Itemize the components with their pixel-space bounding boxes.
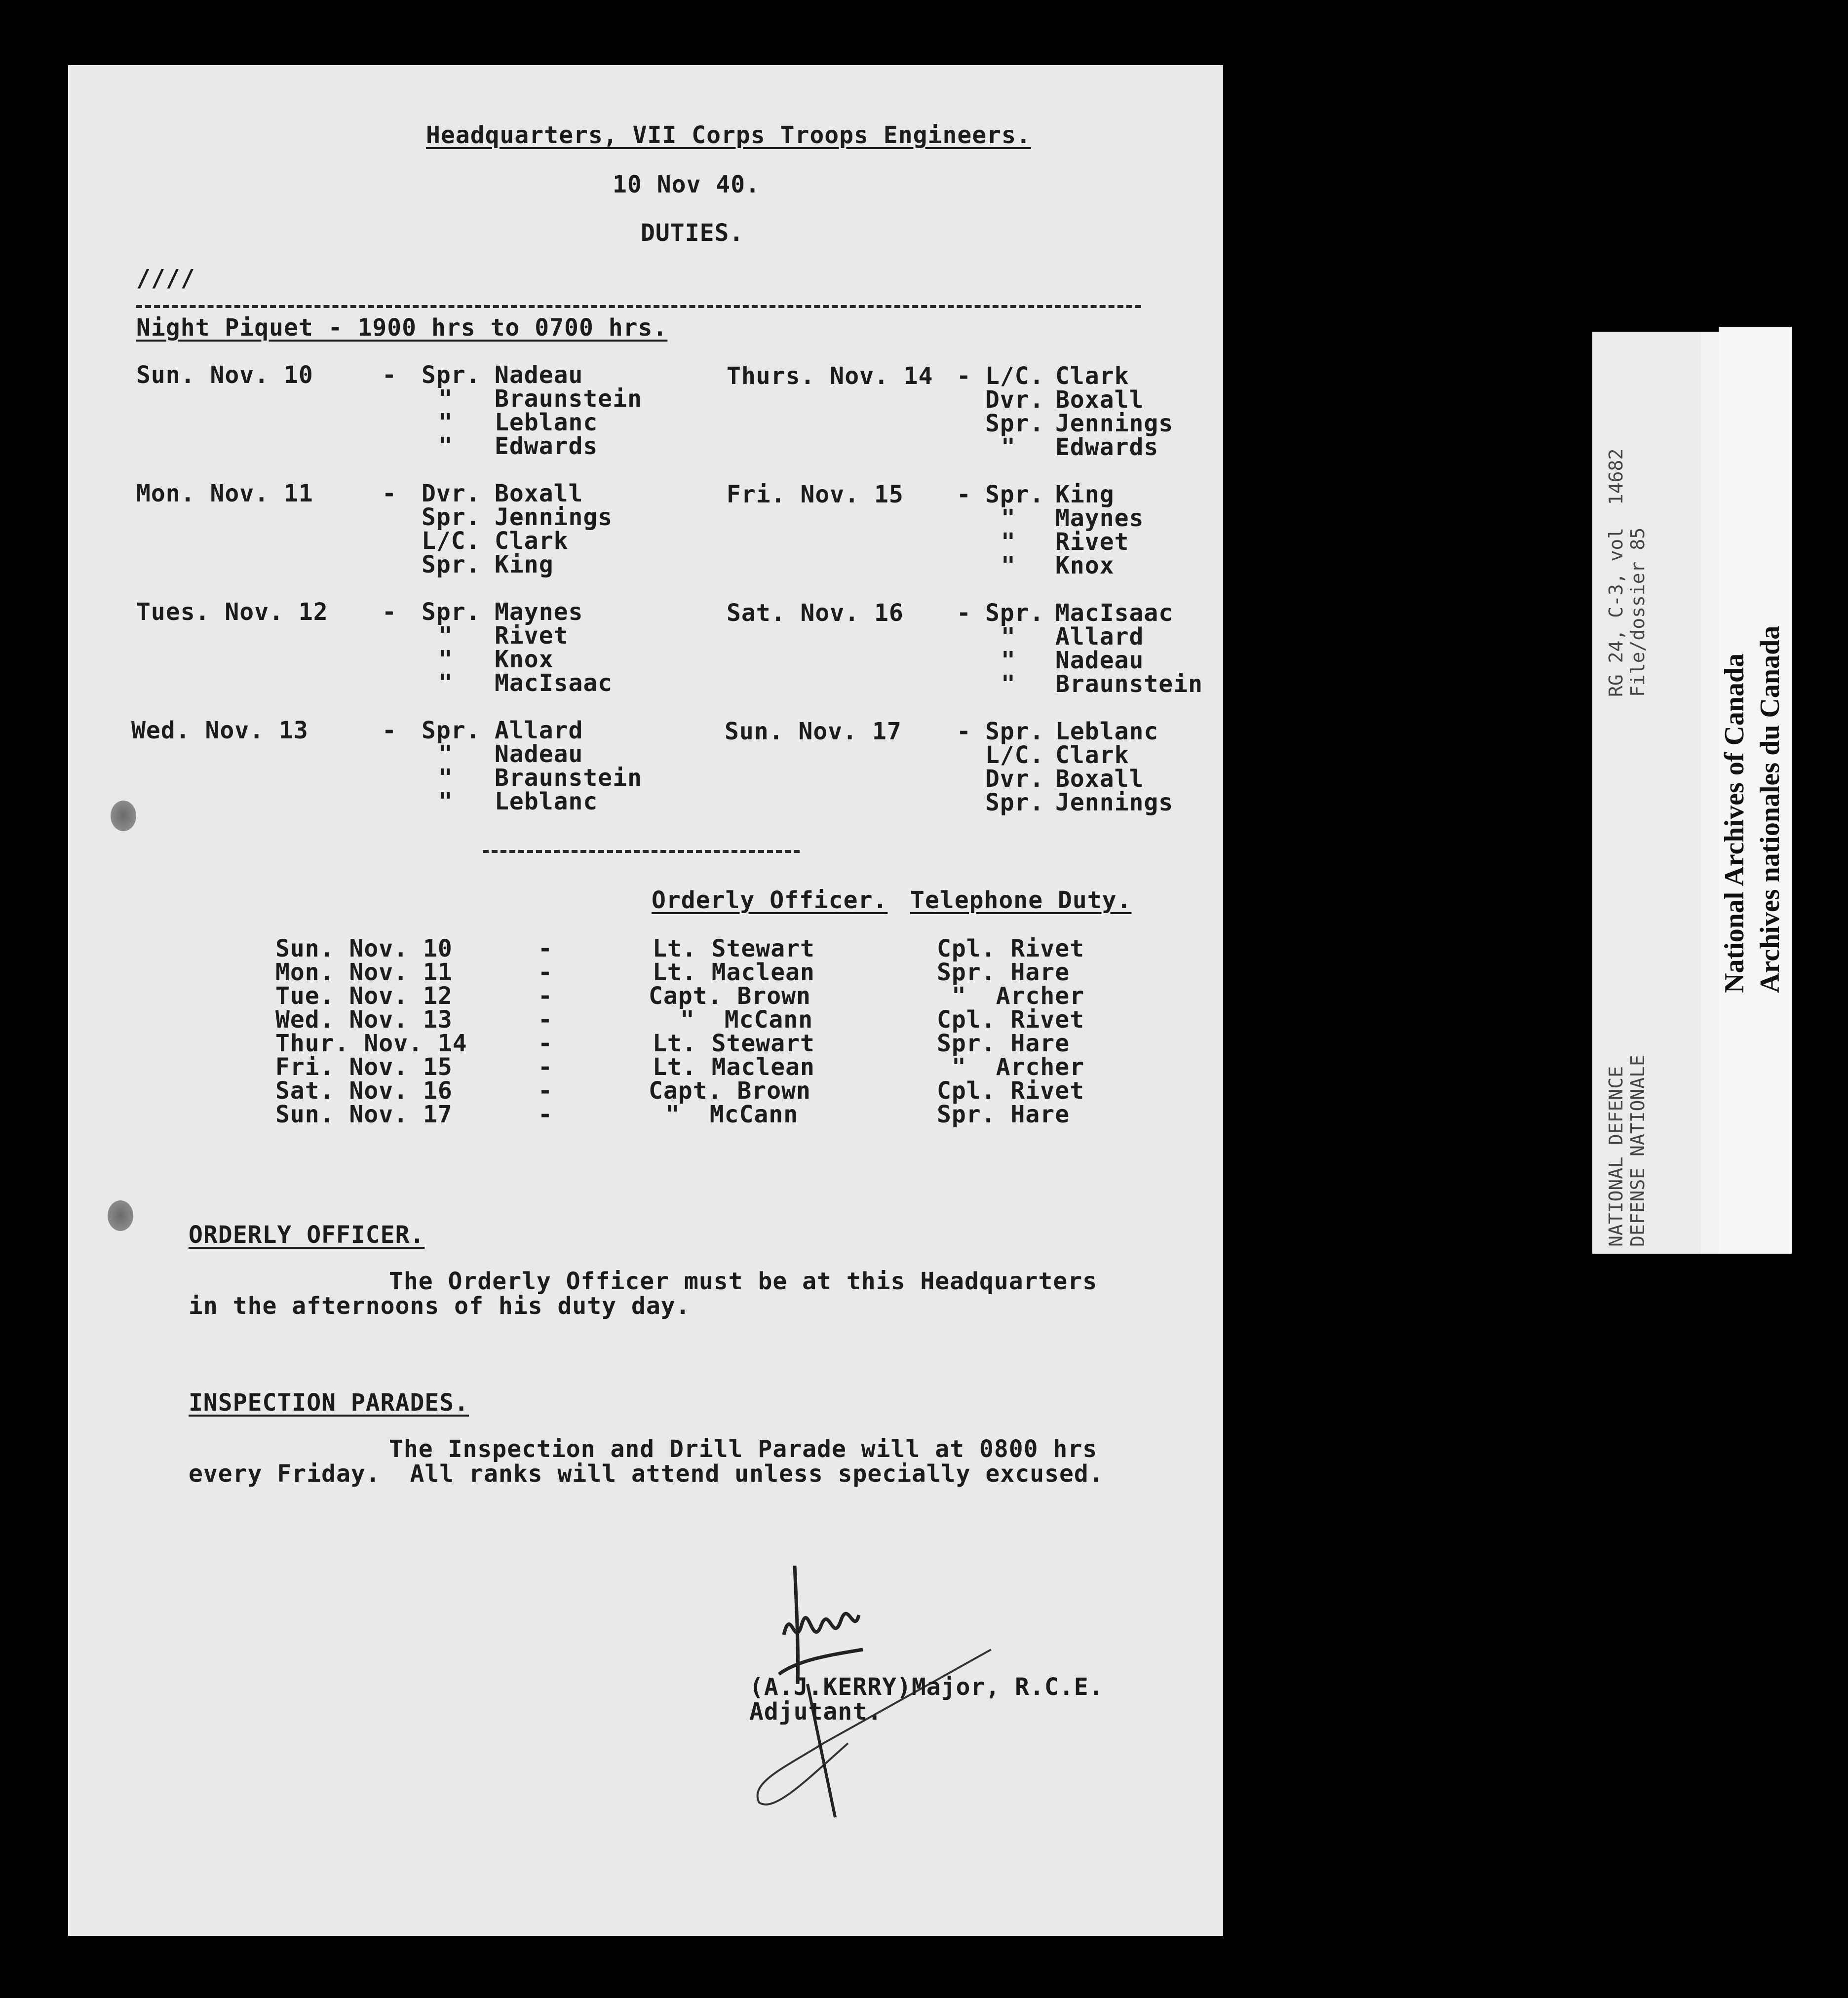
piquet-rank: Dvr. (985, 765, 1044, 793)
piquet-rank: Spr. (985, 410, 1044, 437)
piquet-name: Allard (495, 717, 583, 744)
piquet-name: Jennings (1055, 789, 1174, 816)
archive-reference-strip (1592, 332, 1792, 1254)
roster-officer: Lt. Maclean (653, 959, 815, 986)
archive-name-en: National Archives of Canada (1719, 653, 1750, 993)
piquet-rank: Spr. (422, 598, 481, 626)
piquet-name: Edwards (495, 432, 598, 460)
piquet-rank: " (1001, 504, 1016, 532)
piquet-rank: " (1001, 670, 1016, 698)
inspection-text-line2: every Friday. All ranks will attend unless specially excused. (189, 1460, 1104, 1488)
piquet-day: Tues. Nov. 12 (136, 598, 328, 626)
piquet-rank: Dvr. (422, 480, 481, 507)
orderly-officer-heading: ORDERLY OFFICER. (189, 1221, 425, 1249)
orderly-officer-text-line1: The Orderly Officer must be at this Headquarters (389, 1268, 1098, 1295)
department-line2: DEFENSE NATIONALE (1627, 1055, 1649, 1247)
telephone-duty-column-header: Telephone Duty. (910, 886, 1132, 914)
piquet-name: Boxall (1055, 386, 1144, 414)
piquet-name: Boxall (1055, 765, 1144, 793)
roster-phone: Cpl. Rivet (937, 1077, 1084, 1105)
archive-reference-line1: RG 24, C-3, vol 14682 (1605, 448, 1627, 697)
piquet-rank: Spr. (422, 361, 481, 389)
piquet-name: Clark (495, 527, 569, 555)
piquet-name: Leblanc (1055, 718, 1159, 745)
roster-dash: - (538, 982, 553, 1010)
piquet-rank: " (438, 669, 453, 697)
roster-officer: Lt. Stewart (653, 1030, 815, 1057)
piquet-name: Braunstein (495, 764, 642, 792)
department-line1: NATIONAL DEFENCE (1605, 1066, 1627, 1247)
piquet-rank: Spr. (985, 599, 1044, 627)
piquet-name: Maynes (1055, 504, 1144, 532)
piquet-rank: L/C. (985, 362, 1044, 390)
roster-phone: Cpl. Rivet (937, 935, 1084, 962)
piquet-rank: " (1001, 623, 1016, 651)
piquet-dash: - (957, 599, 971, 627)
piquet-day: Sun. Nov. 10 (136, 361, 313, 389)
piquet-day: Mon. Nov. 11 (136, 480, 313, 507)
roster-day: Wed. Nov. 13 (275, 1006, 453, 1034)
piquet-dash: - (957, 718, 971, 745)
roster-officer: Capt. Brown (649, 982, 811, 1010)
piquet-day: Thurs. Nov. 14 (727, 362, 933, 390)
roster-dash: - (538, 959, 553, 986)
piquet-day: Fri. Nov. 15 (727, 481, 904, 508)
piquet-dash: - (957, 362, 971, 390)
piquet-name: Boxall (495, 480, 583, 507)
piquet-rank: " (438, 432, 453, 460)
roster-officer: Lt. Stewart (653, 935, 815, 962)
document-date: 10 Nov 40. (613, 171, 760, 198)
archive-reference-line2: File/dossier 85 (1627, 527, 1649, 697)
night-piquet-heading: Night Piquet - 1900 hrs to 0700 hrs. (136, 314, 668, 342)
piquet-name: Jennings (495, 503, 613, 531)
piquet-rank: Dvr. (985, 386, 1044, 414)
roster-dash: - (538, 1053, 553, 1081)
piquet-name: Jennings (1055, 410, 1174, 437)
piquet-name: King (495, 551, 554, 578)
roster-phone: " Archer (952, 982, 1085, 1010)
piquet-name: Rivet (495, 622, 569, 650)
reference-mark: //// (136, 265, 195, 292)
roster-dash: - (538, 935, 553, 962)
roster-phone: Spr. Hare (937, 1030, 1070, 1057)
piquet-name: Leblanc (495, 788, 598, 815)
piquet-dash: - (382, 361, 397, 389)
archive-name-fr: Archives nationales du Canada (1755, 625, 1785, 993)
roster-dash: - (538, 1101, 553, 1128)
piquet-name: MacIsaac (1055, 599, 1174, 627)
document-subject: DUTIES. (641, 219, 744, 247)
roster-officer: Capt. Brown (649, 1077, 811, 1105)
roster-officer: " McCann (680, 1006, 813, 1034)
roster-phone: " Archer (952, 1053, 1085, 1081)
piquet-name: Braunstein (1055, 670, 1203, 698)
piquet-name: King (1055, 481, 1115, 508)
piquet-rank: Spr. (422, 717, 481, 744)
roster-dash: - (538, 1030, 553, 1057)
orderly-officer-text-line2: in the afternoons of his duty day. (189, 1292, 691, 1320)
piquet-dash: - (382, 717, 397, 744)
punch-hole (108, 1200, 133, 1231)
piquet-rank: " (1001, 433, 1016, 461)
piquet-rank: Spr. (985, 718, 1044, 745)
roster-day: Sat. Nov. 16 (275, 1077, 453, 1105)
piquet-rank: " (438, 409, 453, 436)
piquet-rank: " (438, 385, 453, 413)
roster-day: Thur. Nov. 14 (275, 1030, 467, 1057)
piquet-name: Knox (495, 646, 554, 673)
piquet-rank: " (1001, 647, 1016, 674)
roster-officer: " McCann (665, 1101, 799, 1128)
piquet-rank: Spr. (422, 503, 481, 531)
piquet-rank: " (438, 622, 453, 650)
piquet-name: Nadeau (495, 740, 583, 768)
piquet-rank: " (438, 764, 453, 792)
piquet-name: Nadeau (1055, 647, 1144, 674)
header-divider (136, 305, 1141, 308)
piquet-rank: " (438, 740, 453, 768)
piquet-rank: Spr. (985, 789, 1044, 816)
roster-day: Fri. Nov. 15 (275, 1053, 453, 1081)
piquet-rank: " (1001, 528, 1016, 556)
signatory-title: Adjutant. (749, 1698, 883, 1726)
roster-phone: Spr. Hare (937, 1101, 1070, 1128)
roster-day: Sun. Nov. 17 (275, 1101, 453, 1128)
piquet-rank: " (438, 646, 453, 673)
piquet-rank: Spr. (422, 551, 481, 578)
roster-officer: Lt. Maclean (653, 1053, 815, 1081)
piquet-rank: " (438, 788, 453, 815)
inspection-text-line1: The Inspection and Drill Parade will at 0800 hrs (389, 1435, 1098, 1463)
piquet-rank: L/C. (985, 741, 1044, 769)
piquet-rank: Spr. (985, 481, 1044, 508)
inspection-parades-heading: INSPECTION PARADES. (189, 1389, 469, 1417)
piquet-dash: - (957, 481, 971, 508)
piquet-rank: L/C. (422, 527, 481, 555)
orderly-officer-column-header: Orderly Officer. (652, 886, 888, 914)
piquet-name: Clark (1055, 741, 1129, 769)
roster-day: Tue. Nov. 12 (275, 982, 453, 1010)
punch-hole (111, 801, 136, 831)
piquet-dash: - (382, 598, 397, 626)
roster-phone: Cpl. Rivet (937, 1006, 1084, 1034)
signatory-name: (A.J.KERRY)Major, R.C.E. (749, 1673, 1104, 1701)
document-page (68, 65, 1223, 1936)
piquet-name: Edwards (1055, 433, 1159, 461)
handwritten-signature (685, 1487, 1060, 1842)
section-divider (483, 850, 800, 853)
roster-phone: Spr. Hare (937, 959, 1070, 986)
piquet-day: Sun. Nov. 17 (725, 718, 902, 745)
piquet-name: Allard (1055, 623, 1144, 651)
roster-dash: - (538, 1077, 553, 1105)
roster-day: Mon. Nov. 11 (275, 959, 453, 986)
piquet-name: Clark (1055, 362, 1129, 390)
piquet-name: Nadeau (495, 361, 583, 389)
piquet-name: Rivet (1055, 528, 1129, 556)
document-title: Headquarters, VII Corps Troops Engineers. (426, 121, 1031, 149)
roster-dash: - (538, 1006, 553, 1034)
piquet-rank: " (1001, 552, 1016, 579)
roster-day: Sun. Nov. 10 (275, 935, 453, 962)
piquet-name: Leblanc (495, 409, 598, 436)
piquet-day: Sat. Nov. 16 (727, 599, 904, 627)
piquet-day: Wed. Nov. 13 (131, 717, 308, 744)
piquet-dash: - (382, 480, 397, 507)
piquet-name: Maynes (495, 598, 583, 626)
piquet-name: MacIsaac (495, 669, 613, 697)
piquet-name: Braunstein (495, 385, 642, 413)
piquet-name: Knox (1055, 552, 1115, 579)
